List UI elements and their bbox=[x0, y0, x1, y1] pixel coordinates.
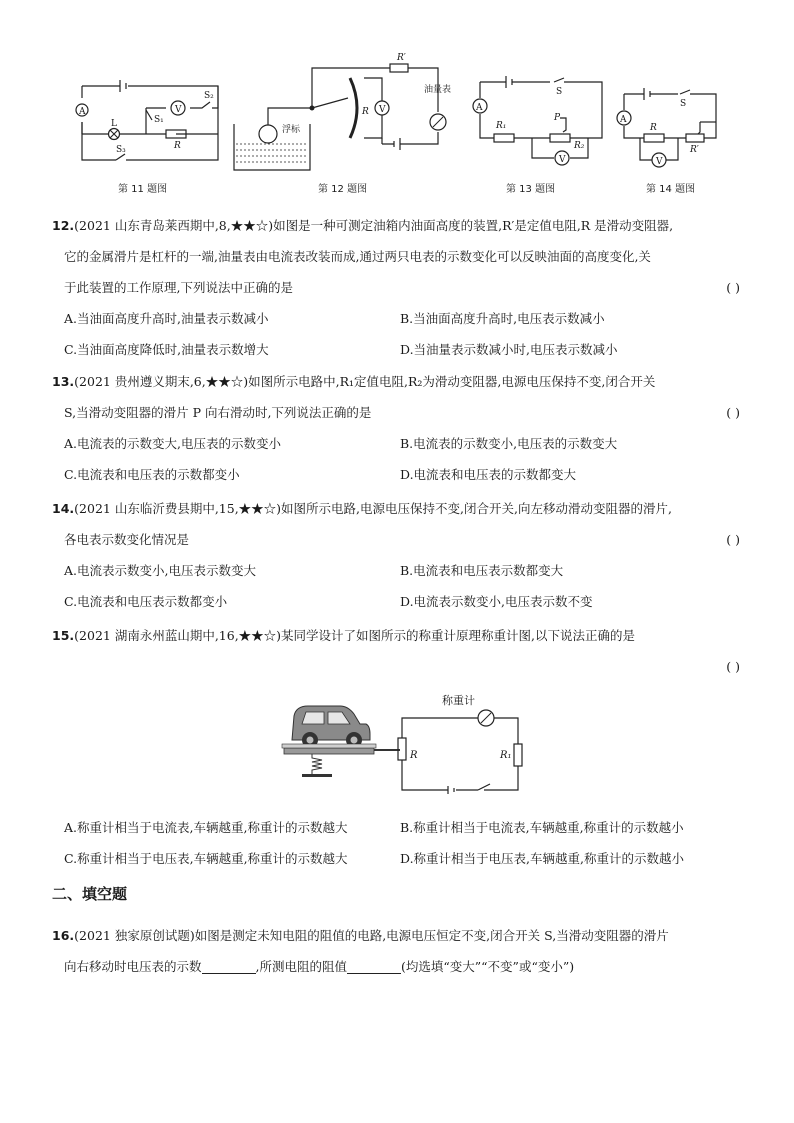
svg-text:R₂: R₂ bbox=[574, 141, 585, 151]
svg-text:R₁: R₁ bbox=[500, 750, 512, 761]
answer-bracket: ( ) bbox=[726, 532, 740, 547]
svg-text:L: L bbox=[111, 119, 117, 129]
svg-text:R: R bbox=[174, 141, 181, 151]
question-number: 13. bbox=[52, 374, 75, 389]
svg-text:V: V bbox=[175, 105, 182, 115]
svg-text:A: A bbox=[79, 107, 86, 117]
svg-text:V: V bbox=[559, 155, 566, 165]
svg-text:称重计: 称重计 bbox=[442, 694, 475, 707]
option-c: C.电流表和电压表的示数都变小 bbox=[64, 467, 240, 482]
option-b: B.电流表的示数变小,电压表的示数变大 bbox=[400, 436, 618, 451]
svg-text:S₃: S₃ bbox=[116, 145, 126, 155]
svg-text:浮标: 浮标 bbox=[282, 125, 301, 135]
svg-text:A: A bbox=[620, 115, 627, 125]
option-d: D.电流表和电压表的示数都变大 bbox=[400, 467, 577, 482]
svg-text:R: R bbox=[362, 107, 369, 117]
section-title: 二、填空题 bbox=[52, 885, 128, 903]
option-a: A.电流表示数变小,电压表示数变大 bbox=[64, 563, 256, 578]
question-13: 13.(2021 贵州遵义期末,6,★★☆)如图所示电路中,R₁定值电阻,R₂为滑动变阻器,电源电压保持不变,闭合开关 S,当滑动变阻器的滑片 P 向右滑动时,下列说法正确的是 ( ) A.电流表的示数变大,电压表的示数变小 B.电流表的示数变小,电压表的示数变大 C.电流表和电压表的示数都变小 D.电流表和电压表的示数都变大 bbox=[52, 366, 752, 490]
question-number: 14. bbox=[52, 501, 75, 516]
option-a: A.当油面高度升高时,油量表示数减小 bbox=[64, 311, 269, 326]
option-b: B.当油面高度升高时,电压表示数减小 bbox=[400, 311, 605, 326]
svg-text:R: R bbox=[410, 750, 418, 761]
svg-text:R: R bbox=[650, 123, 657, 133]
answer-bracket: ( ) bbox=[726, 405, 740, 420]
answer-blank-2[interactable] bbox=[347, 957, 401, 974]
svg-text:R₁: R₁ bbox=[496, 121, 507, 131]
option-a: A.称重计相当于电流表,车辆越重,称重计的示数越大 bbox=[64, 820, 348, 835]
svg-text:V: V bbox=[379, 105, 386, 115]
option-b: B.称重计相当于电流表,车辆越重,称重计的示数越小 bbox=[400, 820, 684, 835]
figure-14-caption: 第 14 题图 bbox=[646, 184, 696, 195]
answer-bracket: ( ) bbox=[726, 659, 740, 674]
car-drawing bbox=[292, 706, 370, 748]
svg-text:S₁: S₁ bbox=[154, 115, 164, 125]
figure-12 bbox=[232, 52, 462, 174]
option-d: D.当油量表示数减小时,电压表示数减小 bbox=[400, 342, 618, 357]
option-a: A.电流表的示数变大,电压表的示数变小 bbox=[64, 436, 281, 451]
svg-text:油量表: 油量表 bbox=[424, 85, 452, 95]
svg-text:P: P bbox=[554, 113, 561, 123]
option-c: C.当油面高度降低时,油量表示数增大 bbox=[64, 342, 269, 357]
question-16: 16.(2021 独家原创试题)如图是测定未知电阻的阻值的电路,电源电压恒定不变,闭合开关 S,当滑动变阻器的滑片 向右移动时电压表的示数 ,所测电阻的阻值 (均选填“变大”“不变”或“变小”) bbox=[52, 928, 669, 974]
figure-13 bbox=[470, 74, 610, 170]
answer-blank-1[interactable] bbox=[202, 957, 256, 974]
figure-11-caption: 第 11 题图 bbox=[118, 184, 168, 195]
svg-text:S: S bbox=[680, 99, 687, 109]
option-b: B.电流表和电压表示数都变大 bbox=[400, 563, 564, 578]
float-ball bbox=[259, 125, 277, 143]
option-d: D.电流表示数变小,电压表示数不变 bbox=[400, 594, 593, 609]
question-number: 16. bbox=[52, 928, 75, 943]
svg-text:A: A bbox=[476, 103, 483, 113]
svg-text:V: V bbox=[656, 157, 663, 167]
figure-12-caption: 第 12 题图 bbox=[318, 184, 368, 195]
svg-text:R′: R′ bbox=[690, 145, 699, 155]
figure-15 bbox=[282, 690, 542, 806]
option-c: C.电流表和电压表示数都变小 bbox=[64, 594, 228, 609]
question-15: 15.(2021 湖南永州蓝山期中,16,★★☆)某同学设计了如图所示的称重计原理称重计图,以下说法正确的是 ( ) bbox=[52, 620, 752, 682]
svg-text:S₂: S₂ bbox=[204, 91, 214, 101]
question-15-options bbox=[52, 812, 752, 874]
question-14: 14.(2021 山东临沂费县期中,15,★★☆)如图所示电路,电源电压保持不变,闭合开关,向左移动滑动变阻器的滑片, 各电表示数变化情况是 ( ) A.电流表示数变小,电压表示数变大 B.电流表和电压表示数都变大 C.电流表和电压表示数都变小 D.电流表示数变小,电压表示数不变 bbox=[52, 493, 752, 617]
question-12: 12.(2021 山东青岛莱西期中,8,★★☆)如图是一种可测定油箱内油面高度的装置,R′是定值电阻,R 是滑动变阻器, 它的金属滑片是杠杆的一端,油量表由电流表改装而成,通过两只电表的示数变化可以反映油面的高度变化,关 于此装置的工作原理,下列说法中正确的是 ( ) A.当油面高度升高时,油量表示数减小 B.当油面高度升高时,电压表示数减小 C.当油面高度降低时,油量表示数增大 D.当油量表示数减小时,电压表示数减小 bbox=[52, 210, 752, 365]
option-c: C.称重计相当于电压表,车辆越重,称重计的示数越大 bbox=[64, 851, 348, 866]
figure-13-caption: 第 13 题图 bbox=[506, 184, 556, 195]
svg-text:S: S bbox=[556, 87, 563, 97]
figure-11 bbox=[68, 78, 228, 170]
figure-14 bbox=[616, 86, 726, 172]
question-number: 12. bbox=[52, 218, 75, 233]
option-d: D.称重计相当于电压表,车辆越重,称重计的示数越小 bbox=[400, 851, 684, 866]
answer-bracket: ( ) bbox=[726, 280, 740, 295]
question-number: 15. bbox=[52, 628, 75, 643]
svg-text:R′: R′ bbox=[397, 53, 406, 63]
